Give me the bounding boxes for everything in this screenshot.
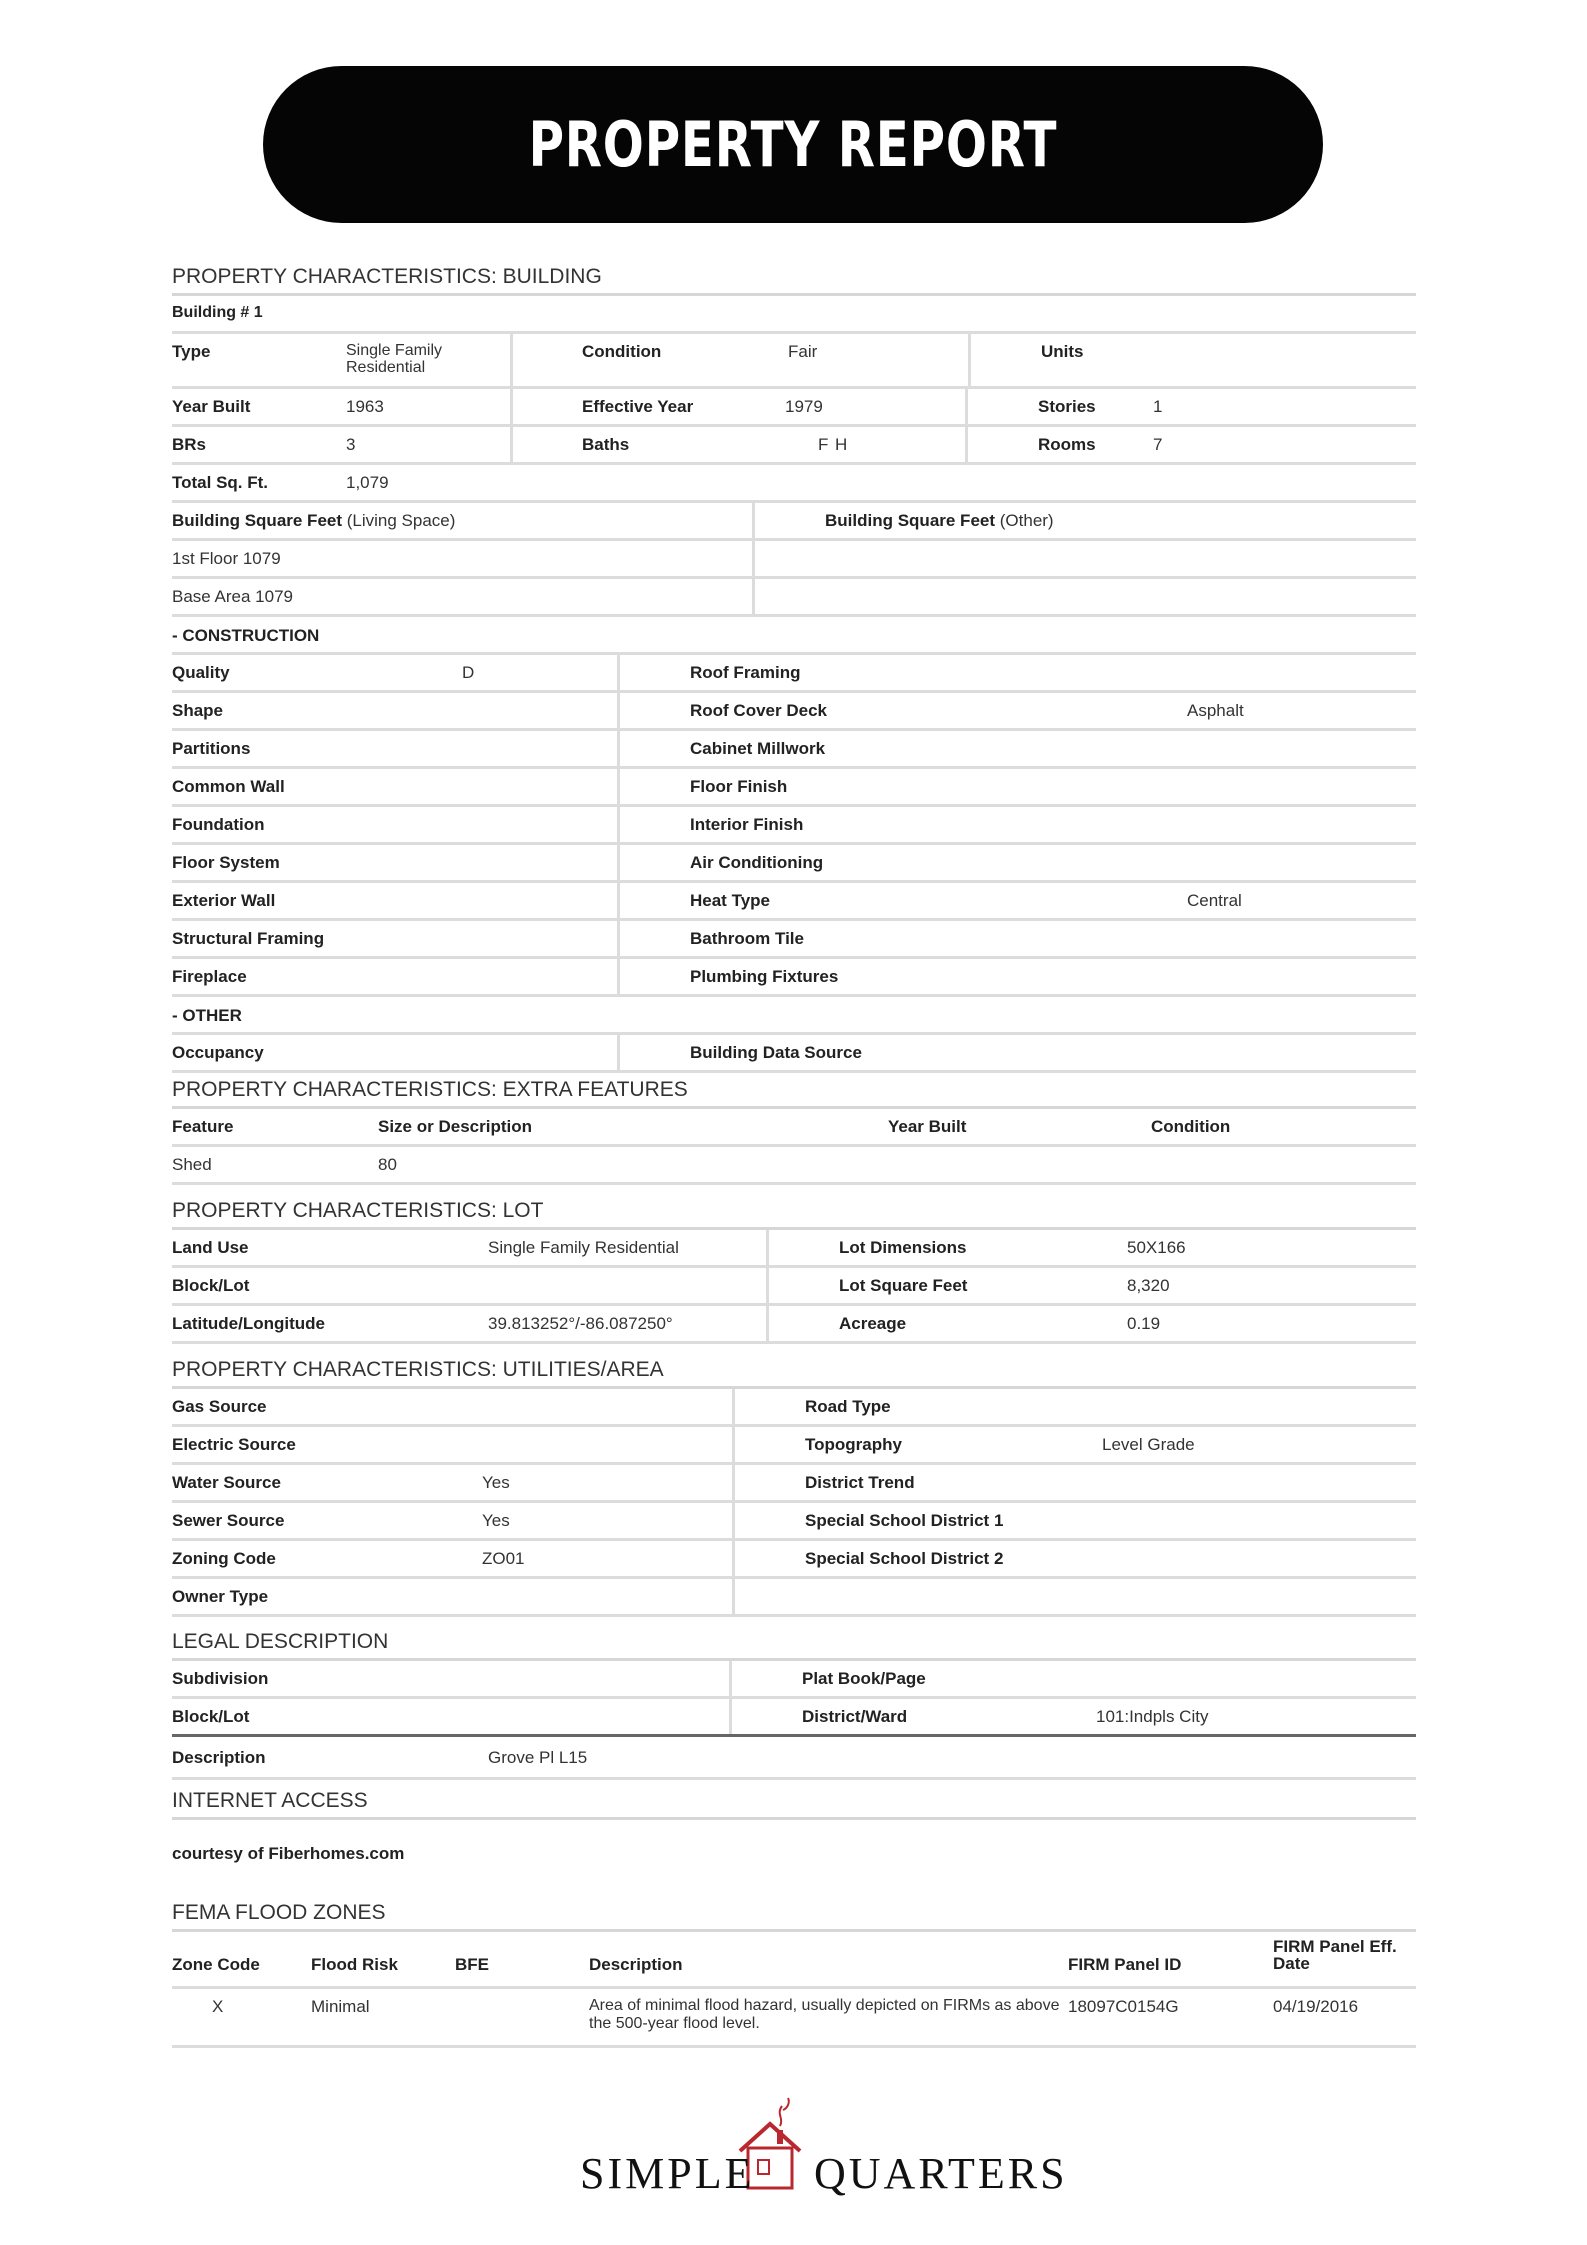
logo-word-right: QUARTERS bbox=[814, 2149, 1068, 2198]
utilities-label: Zoning Code bbox=[172, 1549, 276, 1568]
construction-label: Foundation bbox=[172, 815, 265, 834]
sqft-living-header bbox=[172, 503, 752, 538]
utilities-value bbox=[1102, 1541, 1416, 1576]
lot-value: Single Family Residential bbox=[488, 1238, 679, 1257]
construction-value bbox=[1187, 921, 1416, 956]
sqft-living-suffix: (Living Space) bbox=[342, 511, 456, 530]
utilities-label: Electric Source bbox=[172, 1435, 296, 1454]
construction-label: Floor Finish bbox=[617, 769, 1187, 804]
lot-table bbox=[172, 1230, 1416, 1344]
utilities-row bbox=[172, 1427, 1416, 1465]
legal-label: Plat Book/Page bbox=[729, 1661, 1096, 1696]
lot-label: Lot Square Feet bbox=[766, 1268, 1127, 1303]
lot-value: 50X166 bbox=[1127, 1238, 1186, 1257]
construction-value: Central bbox=[1187, 891, 1242, 910]
construction-value bbox=[462, 769, 617, 804]
description-label: Description bbox=[172, 1748, 266, 1767]
construction-heading: - CONSTRUCTION bbox=[172, 617, 1416, 655]
logo-word-left: SIMPLE bbox=[580, 2149, 755, 2198]
construction-label: Structural Framing bbox=[172, 929, 325, 948]
section-lot-heading: PROPERTY CHARACTERISTICS: LOT bbox=[172, 1194, 1416, 1230]
construction-table bbox=[172, 655, 1416, 997]
simple-quarters-logo bbox=[578, 2096, 1068, 2206]
brs-value: 3 bbox=[346, 435, 356, 454]
other-row-value bbox=[752, 541, 1416, 576]
utilities-table bbox=[172, 1389, 1416, 1617]
fema-cell: 04/19/2016 bbox=[1273, 1997, 1359, 2016]
year-built-value: 1963 bbox=[346, 397, 384, 416]
legal-table bbox=[172, 1661, 1416, 1737]
extra-cell bbox=[1151, 1147, 1411, 1182]
utilities-label: District Trend bbox=[732, 1465, 1102, 1500]
section-utilities-heading: PROPERTY CHARACTERISTICS: UTILITIES/AREA bbox=[172, 1353, 1416, 1389]
construction-label: Cabinet Millwork bbox=[617, 731, 1187, 766]
construction-label: Floor System bbox=[172, 853, 280, 872]
extra-row bbox=[172, 1147, 1416, 1185]
fema-col-header: FIRM Panel ID bbox=[1068, 1955, 1182, 1974]
construction-label: Quality bbox=[172, 663, 230, 682]
description-value: Grove Pl L15 bbox=[488, 1748, 588, 1767]
construction-label: Shape bbox=[172, 701, 224, 720]
section-legal-heading: LEGAL DESCRIPTION bbox=[172, 1625, 1416, 1661]
utilities-label: Topography bbox=[732, 1427, 1102, 1462]
brs-row bbox=[172, 427, 1416, 465]
legal-label: Subdivision bbox=[172, 1669, 269, 1688]
data-source-label: Building Data Source bbox=[617, 1035, 1416, 1070]
fema-cell: 18097C0154G bbox=[1068, 1997, 1179, 2016]
lot-label: Latitude/Longitude bbox=[172, 1314, 325, 1333]
construction-label: Fireplace bbox=[172, 967, 247, 986]
construction-row bbox=[172, 769, 1416, 807]
extra-col-header: Size or Description bbox=[378, 1117, 532, 1136]
internet-text: courtesy of Fiberhomes.com bbox=[172, 1844, 405, 1863]
lot-label: Acreage bbox=[766, 1306, 1127, 1341]
occupancy-row bbox=[172, 1035, 1416, 1073]
sqft-other-header bbox=[752, 503, 1416, 538]
construction-value bbox=[462, 731, 617, 766]
utilities-value bbox=[482, 1389, 732, 1424]
lot-value: 8,320 bbox=[1127, 1276, 1170, 1295]
utilities-value bbox=[482, 1427, 732, 1462]
stories-value: 1 bbox=[1153, 397, 1163, 416]
fema-cell bbox=[455, 1989, 589, 2045]
construction-label: Roof Cover Deck bbox=[617, 693, 1187, 728]
construction-label: Plumbing Fixtures bbox=[617, 959, 1187, 994]
utilities-value bbox=[482, 1579, 732, 1614]
utilities-value: Yes bbox=[482, 1511, 510, 1530]
baths-label: Baths bbox=[510, 427, 785, 462]
section-building-heading: PROPERTY CHARACTERISTICS: BUILDING bbox=[172, 260, 1416, 296]
total-sqft-row bbox=[172, 465, 1416, 503]
condition-value: Fair bbox=[788, 342, 818, 361]
sqft-other-label: Building Square Feet bbox=[825, 511, 996, 530]
construction-value bbox=[1187, 959, 1416, 994]
legal-label: District/Ward bbox=[729, 1699, 1096, 1734]
extra-col-header: Feature bbox=[172, 1117, 234, 1136]
lot-value: 39.813252°/-86.087250° bbox=[488, 1314, 673, 1333]
effective-year-label: Effective Year bbox=[510, 389, 785, 424]
legal-value: 101:Indpls City bbox=[1096, 1707, 1209, 1726]
living-row bbox=[172, 579, 1416, 617]
building-number: Building # 1 bbox=[172, 304, 263, 321]
utilities-row bbox=[172, 1389, 1416, 1427]
total-sqft-label: Total Sq. Ft. bbox=[172, 473, 269, 492]
construction-row bbox=[172, 959, 1416, 997]
fema-col-header: Flood Risk bbox=[311, 1955, 398, 1974]
construction-value bbox=[1187, 845, 1416, 880]
fema-row bbox=[172, 1989, 1416, 2048]
section-fema-heading: FEMA FLOOD ZONES bbox=[172, 1896, 1416, 1932]
section-extra-heading: PROPERTY CHARACTERISTICS: EXTRA FEATURES bbox=[172, 1073, 1416, 1109]
utilities-label: Special School District 1 bbox=[732, 1503, 1102, 1538]
utilities-label: Water Source bbox=[172, 1473, 281, 1492]
construction-label: Common Wall bbox=[172, 777, 285, 796]
condition-label: Condition bbox=[582, 342, 662, 361]
baths-half: H bbox=[835, 435, 848, 454]
utilities-label: Sewer Source bbox=[172, 1511, 285, 1530]
construction-value bbox=[462, 845, 617, 880]
extra-cell: 80 bbox=[378, 1155, 397, 1174]
utilities-row bbox=[172, 1579, 1416, 1617]
report-title: PROPERTY REPORT bbox=[528, 108, 1058, 181]
construction-value bbox=[462, 921, 617, 956]
living-row bbox=[172, 541, 1416, 579]
type-label: Type bbox=[172, 342, 211, 361]
construction-label: Exterior Wall bbox=[172, 891, 276, 910]
construction-row bbox=[172, 883, 1416, 921]
other-row-value bbox=[752, 579, 1416, 614]
construction-label: Bathroom Tile bbox=[617, 921, 1187, 956]
rooms-value: 7 bbox=[1153, 435, 1163, 454]
lot-label: Lot Dimensions bbox=[766, 1230, 1127, 1265]
construction-value bbox=[1187, 807, 1416, 842]
report-content bbox=[172, 260, 1416, 2048]
fema-cell: X bbox=[212, 1997, 224, 2016]
construction-label: Interior Finish bbox=[617, 807, 1187, 842]
building-type-row bbox=[172, 334, 1416, 389]
year-built-label: Year Built bbox=[172, 397, 251, 416]
sqft-header-row bbox=[172, 503, 1416, 541]
occupancy-label: Occupancy bbox=[172, 1043, 264, 1062]
construction-label: Air Conditioning bbox=[617, 845, 1187, 880]
utilities-row bbox=[172, 1465, 1416, 1503]
fema-col-header: Description bbox=[589, 1955, 683, 1974]
lot-row bbox=[172, 1306, 1416, 1344]
rooms-label: Rooms bbox=[965, 427, 1153, 462]
units-label: Units bbox=[968, 334, 1388, 386]
legal-row bbox=[172, 1661, 1416, 1699]
construction-value bbox=[1187, 769, 1416, 804]
construction-value bbox=[462, 807, 617, 842]
construction-value bbox=[1187, 731, 1416, 766]
lot-value bbox=[488, 1268, 766, 1303]
extra-col-header: Condition bbox=[1151, 1117, 1231, 1136]
legal-value bbox=[1096, 1661, 1416, 1696]
utilities-label: Road Type bbox=[732, 1389, 1102, 1424]
legal-label: Block/Lot bbox=[172, 1707, 250, 1726]
extra-col-header: Year Built bbox=[888, 1117, 967, 1136]
fema-cell: Minimal bbox=[311, 1997, 370, 2016]
construction-row bbox=[172, 693, 1416, 731]
legal-row bbox=[172, 1699, 1416, 1737]
lot-row bbox=[172, 1268, 1416, 1306]
title-banner bbox=[263, 66, 1323, 223]
utilities-value bbox=[1102, 1389, 1416, 1424]
building-number-row bbox=[172, 296, 1416, 334]
construction-value: D bbox=[462, 663, 475, 682]
lot-row bbox=[172, 1230, 1416, 1268]
living-row-value: Base Area 1079 bbox=[172, 587, 293, 606]
construction-value bbox=[462, 693, 617, 728]
utilities-label bbox=[732, 1579, 1102, 1614]
extra-cell: Shed bbox=[172, 1155, 212, 1174]
construction-row bbox=[172, 731, 1416, 769]
legal-description-row bbox=[172, 1737, 1416, 1780]
baths-full: F bbox=[818, 435, 829, 454]
utilities-value: Yes bbox=[482, 1473, 510, 1492]
brs-label: BRs bbox=[172, 435, 207, 454]
other-heading: - OTHER bbox=[172, 997, 1416, 1035]
construction-row bbox=[172, 807, 1416, 845]
utilities-label: Special School District 2 bbox=[732, 1541, 1102, 1576]
utilities-value: ZO01 bbox=[482, 1549, 525, 1568]
fema-col-header: FIRM Panel Eff. Date bbox=[1273, 1937, 1397, 1973]
construction-label: Partitions bbox=[172, 739, 251, 758]
lot-value: 0.19 bbox=[1127, 1314, 1161, 1333]
utilities-row bbox=[172, 1503, 1416, 1541]
total-sqft-value: 1,079 bbox=[346, 473, 389, 492]
construction-value bbox=[462, 883, 617, 918]
fema-header-row bbox=[172, 1932, 1416, 1989]
lot-label: Block/Lot bbox=[172, 1276, 250, 1295]
extra-header-row bbox=[172, 1109, 1416, 1147]
fema-cell: Area of minimal flood hazard, usually depicted on FIRMs as above the 500-year flood level. bbox=[589, 1997, 1060, 2032]
construction-value: Asphalt bbox=[1187, 701, 1244, 720]
stories-label: Stories bbox=[965, 389, 1153, 424]
construction-row bbox=[172, 845, 1416, 883]
extra-cell bbox=[888, 1147, 1151, 1182]
utilities-label: Gas Source bbox=[172, 1397, 267, 1416]
utilities-value bbox=[1102, 1465, 1416, 1500]
lot-label: Land Use bbox=[172, 1238, 249, 1257]
sqft-other-suffix: (Other) bbox=[995, 511, 1054, 530]
construction-row bbox=[172, 655, 1416, 693]
construction-row bbox=[172, 921, 1416, 959]
utilities-value: Level Grade bbox=[1102, 1435, 1195, 1454]
living-row-value: 1st Floor 1079 bbox=[172, 549, 281, 568]
construction-label: Roof Framing bbox=[617, 655, 1187, 690]
construction-value bbox=[462, 959, 617, 994]
utilities-value bbox=[1102, 1503, 1416, 1538]
type-value: Single Family Residential bbox=[346, 342, 443, 376]
fema-col-header: Zone Code bbox=[172, 1955, 260, 1974]
utilities-label: Owner Type bbox=[172, 1587, 269, 1606]
construction-value bbox=[1187, 655, 1416, 690]
utilities-row bbox=[172, 1541, 1416, 1579]
fema-col-header: BFE bbox=[455, 1955, 489, 1974]
section-internet-heading: INTERNET ACCESS bbox=[172, 1784, 1416, 1820]
effective-year-value: 1979 bbox=[785, 397, 823, 416]
year-built-row bbox=[172, 389, 1416, 427]
utilities-value bbox=[1102, 1579, 1416, 1614]
construction-label: Heat Type bbox=[617, 883, 1187, 918]
sqft-living-label: Building Square Feet bbox=[172, 511, 343, 530]
